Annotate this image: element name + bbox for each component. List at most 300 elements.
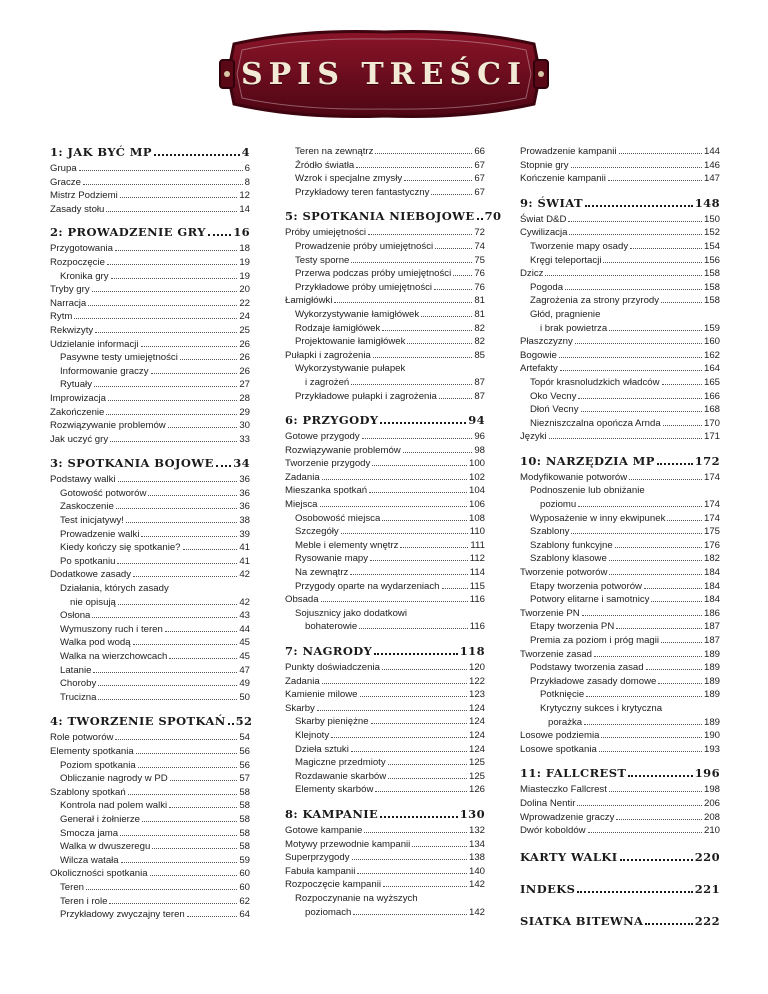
toc-entry[interactable] [50,541,250,555]
dot-leader [118,481,238,482]
dot-leader [620,859,693,861]
dot-leader [154,154,240,156]
toc-entry[interactable] [520,335,720,349]
entry-page-number: 159 [703,322,720,334]
toc-column-2 [285,145,502,919]
toc-entry[interactable] [285,661,485,675]
toc-entry[interactable] [520,254,720,268]
dot-leader [575,343,702,344]
entry-label: Szablony funkcyjne [530,539,613,551]
entry-label: Kontrola nad polem walki [60,800,168,812]
toc-entry[interactable] [520,430,720,444]
toc-entry[interactable] [520,145,720,159]
toc-entry[interactable] [520,322,720,336]
chapter-heading[interactable] [285,807,485,821]
toc-entry[interactable] [50,623,250,637]
toc-entry[interactable] [50,555,250,569]
toc-entry[interactable] [285,702,485,716]
toc-entry[interactable] [50,528,250,542]
dot-leader [368,234,472,235]
toc-entry[interactable] [520,716,720,730]
chapter-heading[interactable] [520,196,720,210]
toc-entry[interactable] [285,444,485,458]
toc-section [285,807,485,919]
dot-leader [120,197,238,198]
toc-entry[interactable] [50,270,250,284]
toc-section [50,456,250,704]
toc-entry[interactable] [285,308,485,322]
entry-label: Płaszczyzny [520,336,573,348]
toc-entry[interactable] [50,799,250,813]
entry-label: Szablony [530,526,570,538]
toc-entry[interactable] [285,756,485,770]
dot-leader [630,248,702,249]
entry-page-number: 59 [239,854,250,866]
chapter-heading[interactable] [285,413,485,427]
entry-page-number: 124 [468,716,485,728]
toc-entry[interactable] [50,650,250,664]
toc-entry[interactable] [520,729,720,743]
toc-entry[interactable] [50,365,250,379]
entry-page-number: 82 [474,336,485,348]
toc-entry[interactable] [50,691,250,705]
toc-entry[interactable] [50,487,250,501]
chapter-heading[interactable] [50,225,250,239]
toc-entry[interactable] [50,731,250,745]
toc-entry[interactable] [50,378,250,392]
toc-entry[interactable] [520,498,720,512]
dot-leader [609,560,702,561]
entry-label: Dłoń Vecny [530,404,579,416]
entry-page-number: 6 [244,163,250,174]
toc-entry[interactable] [50,203,250,217]
toc-entry[interactable] [520,172,720,186]
toc-entry[interactable] [520,811,720,825]
entry-page-number: 164 [703,363,720,375]
toc-entry[interactable] [285,512,485,526]
toc-entry[interactable] [285,281,485,295]
toc-entry[interactable] [285,335,485,349]
dot-leader [115,250,237,251]
dot-leader [439,398,472,399]
toc-entry[interactable] [50,310,250,324]
dot-leader [83,184,243,185]
dot-leader [609,791,702,792]
toc-entry[interactable] [285,743,485,757]
toc-entry[interactable] [520,675,720,689]
chapter-heading[interactable] [50,145,250,159]
toc-entry[interactable] [285,430,485,444]
chapter-title: KARTY WALKI [520,849,618,864]
dot-leader [549,438,702,439]
toc-entry[interactable] [520,525,720,539]
dot-leader [331,737,467,738]
toc-entry[interactable] [520,484,720,498]
entry-label: Udzielanie informacji [50,338,139,350]
entry-page-number: 42 [239,596,250,608]
entry-page-number: 47 [239,664,250,676]
toc-entry[interactable] [285,607,485,621]
toc-entry[interactable] [520,634,720,648]
toc-section [520,914,720,928]
toc-section [520,850,720,864]
toc-entry[interactable] [50,500,250,514]
dot-leader [616,819,702,820]
dot-leader [371,723,467,724]
dot-leader [663,425,702,426]
toc-section [520,766,720,837]
dot-leader [115,739,237,740]
toc-entry[interactable] [520,471,720,485]
toc-entry[interactable] [285,715,485,729]
toc-entry[interactable] [520,403,720,417]
chapter-title: 10: NARZĘDZIA MP [520,453,655,468]
toc-entry[interactable] [520,688,720,702]
toc-entry[interactable] [285,186,485,200]
dot-leader [320,506,467,507]
toc-entry[interactable] [520,702,720,716]
chapter-heading[interactable] [520,914,720,928]
toc-entry[interactable] [285,552,485,566]
toc-entry[interactable] [50,582,250,596]
dot-leader [151,373,238,374]
entry-label: Losowe podziemia [520,730,600,742]
entry-page-number: 112 [469,553,485,565]
toc-entry[interactable] [50,256,250,270]
dot-leader [545,275,702,276]
dot-leader [578,506,702,507]
entry-label: Rytm [50,311,73,323]
entry-page-number: 125 [468,770,485,782]
entry-page-number: 67 [474,173,485,185]
toc-entry[interactable] [285,254,485,268]
entry-label: Mieszanka spotkań [285,485,368,497]
toc-entry[interactable] [285,267,485,281]
toc-entry[interactable] [50,189,250,203]
toc-entry[interactable] [520,620,720,634]
entry-label: Działania, których zasady [60,583,169,595]
toc-entry[interactable] [285,240,485,254]
dot-leader [644,588,702,589]
entry-label: Obliczanie nagrody w PD [60,773,168,785]
chapter-heading[interactable] [50,714,253,729]
toc-entry[interactable] [285,620,485,634]
toc-entry[interactable] [285,892,485,906]
dot-leader [588,832,702,833]
toc-entry[interactable] [285,172,485,186]
toc-entry[interactable] [285,770,485,784]
toc-entry[interactable] [50,745,250,759]
entry-label: Miasteczko Fallcrest [520,784,607,796]
toc-entry[interactable] [285,824,485,838]
toc-entry[interactable] [520,226,720,240]
chapter-page-number: 222 [694,913,720,928]
toc-entry[interactable] [520,783,720,797]
dot-leader [138,767,238,768]
entry-label: Głód, pragnienie [530,308,601,320]
entry-label: Krytyczny sukces i krytyczna [540,702,663,714]
toc-entry[interactable] [50,664,250,678]
entry-label: Pasywne testy umiejętności [60,352,178,364]
chapter-heading[interactable] [50,456,250,470]
toc-entry[interactable] [520,743,720,757]
toc-entry[interactable] [50,176,250,190]
dot-leader [403,452,473,453]
toc-entry[interactable] [520,267,720,281]
toc-entry[interactable] [50,609,250,623]
entry-page-number: 170 [703,417,720,429]
toc-entry[interactable] [520,580,720,594]
toc-entry[interactable] [520,349,720,363]
toc-entry[interactable] [285,159,485,173]
toc-entry[interactable] [50,297,250,311]
toc-section [50,225,250,446]
entry-label: Topór krasnoludzkich władców [530,376,660,388]
toc-entry[interactable] [50,351,250,365]
toc-entry[interactable] [285,539,485,553]
entry-page-number: 166 [703,390,720,402]
dot-leader [629,479,702,480]
toc-entry[interactable] [520,390,720,404]
toc-entry[interactable] [285,688,485,702]
dot-leader [86,889,237,890]
dot-leader [110,441,237,442]
toc-entry[interactable] [285,851,485,865]
entry-label: Role potworów [50,732,114,744]
toc-entry[interactable] [285,878,485,892]
toc-entry[interactable] [50,473,250,487]
entry-page-number: 36 [239,501,250,513]
toc-entry[interactable] [50,324,250,338]
toc-entry[interactable] [50,813,250,827]
toc-entry[interactable] [520,213,720,227]
entry-page-number: 44 [239,623,250,635]
toc-entry[interactable] [50,338,250,352]
entry-label: Gracze [50,176,81,188]
entry-label: Kamienie milowe [285,689,358,701]
entry-page-number: 56 [239,745,250,757]
toc-entry[interactable] [520,159,720,173]
toc-entry[interactable] [50,406,250,420]
entry-label: Przerwa podczas próby umiejętności [295,268,452,280]
dot-leader [442,588,468,589]
chapter-heading[interactable] [285,209,502,224]
entry-label: Wymuszony ruch i teren [60,623,163,635]
entry-label: Zasady stołu [50,203,105,215]
dot-leader [412,846,467,847]
toc-entry[interactable] [50,867,250,881]
entry-label: Gotowe kampanie [285,824,363,836]
entry-page-number: 187 [703,635,720,646]
toc-entry[interactable] [285,906,485,920]
toc-entry[interactable] [520,797,720,811]
toc-entry[interactable] [520,824,720,838]
entry-label: Obsada [285,594,319,606]
toc-entry[interactable] [50,827,250,841]
dot-leader [322,683,467,684]
entry-label: Przykładowe próby umiejętności [295,281,433,293]
toc-entry[interactable] [50,392,250,406]
toc-entry[interactable] [285,349,485,363]
dot-leader [79,170,243,171]
toc-entry[interactable] [50,759,250,773]
toc-entry[interactable] [285,362,485,376]
entry-page-number: 114 [469,567,485,579]
chapter-title: 4: TWORZENIE SPOTKAŃ [50,714,226,729]
toc-entry[interactable] [520,661,720,675]
toc-entry[interactable] [50,895,250,909]
toc-entry[interactable] [285,390,485,404]
toc-entry[interactable] [285,484,485,498]
entry-label: Zadania [285,471,320,483]
toc-entry[interactable] [285,471,485,485]
entry-label: Oko Vecny [530,390,577,402]
toc-section [520,454,720,756]
toc-entry[interactable] [520,308,720,322]
chapter-page-number: 172 [694,453,720,468]
entry-page-number: 102 [468,471,485,483]
toc-entry[interactable] [50,677,250,691]
entry-page-number: 27 [239,379,250,391]
toc-entry[interactable] [520,593,720,607]
entry-label: Walka pod wodą [60,637,131,649]
chapter-page-number: 221 [694,881,720,896]
toc-entry[interactable] [50,908,250,922]
toc-entry[interactable] [285,593,485,607]
toc-entry[interactable] [285,457,485,471]
entry-page-number: 108 [468,512,485,524]
toc-entry[interactable] [520,240,720,254]
toc-entry[interactable] [50,786,250,800]
toc-entry[interactable] [285,294,485,308]
toc-entry[interactable] [50,881,250,895]
entry-label: Testy sporne [295,254,350,266]
toc-entry[interactable] [285,498,485,512]
toc-entry[interactable] [50,433,250,447]
toc-entry[interactable] [520,539,720,553]
chapter-heading[interactable] [520,454,720,468]
entry-page-number: 184 [703,580,720,592]
entry-page-number: 174 [703,512,720,524]
entry-label: Rozpoczynanie na wyższych [295,892,418,904]
entry-page-number: 36 [239,474,250,486]
dot-leader [74,318,237,319]
toc-entry[interactable] [520,294,720,308]
entry-label: poziomu [540,499,577,511]
toc-entry[interactable] [50,772,250,786]
toc-entry[interactable] [50,419,250,433]
entry-label: Gotowość potworów [60,487,147,499]
toc-entry[interactable] [50,162,250,176]
entry-page-number: 150 [703,213,720,225]
entry-page-number: 171 [703,431,720,443]
entry-page-number: 210 [703,825,720,837]
entry-label: Okoliczności spotkania [50,868,148,880]
toc-entry[interactable] [50,283,250,297]
entry-page-number: 58 [239,800,250,812]
toc-entry[interactable] [520,417,720,431]
entry-page-number: 20 [239,284,250,296]
toc-entry[interactable] [285,675,485,689]
dot-leader [667,520,702,521]
dot-leader [187,916,238,917]
entry-label: Zadania [285,675,320,687]
entry-label: Smocza jama [60,827,119,839]
entry-label: Niezniszczalna opończa Arnda [530,417,661,429]
chapter-heading[interactable] [520,850,720,864]
toc-entry[interactable] [285,783,485,797]
toc-entry[interactable] [285,838,485,852]
toc-entry[interactable] [50,840,250,854]
toc-entry[interactable] [520,607,720,621]
entry-page-number: 174 [703,471,720,483]
toc-entry[interactable] [520,552,720,566]
toc-entry[interactable] [520,281,720,295]
dot-leader [571,533,702,534]
entry-label: Kręgi teleportacji [530,254,602,266]
toc-entry[interactable] [285,729,485,743]
entry-label: Zakończenie [50,406,105,418]
entry-label: Punkty doświadczenia [285,662,380,673]
entry-label: Łamigłówki [285,295,333,307]
chapter-heading[interactable] [285,644,485,658]
toc-entry[interactable] [285,865,485,879]
entry-label: Szablony spotkań [50,786,126,798]
entry-page-number: 168 [703,404,720,416]
dot-leader [577,891,692,893]
toc-entry[interactable] [285,525,485,539]
toc-entry[interactable] [50,596,250,610]
entry-page-number: 18 [239,243,250,255]
dot-leader [375,791,467,792]
toc-entry[interactable] [285,322,485,336]
dot-leader [216,465,231,467]
entry-page-number: 174 [703,499,720,511]
dot-leader [628,775,692,777]
toc-entry[interactable] [285,580,485,594]
toc-entry[interactable] [285,376,485,390]
entry-page-number: 19 [239,270,250,282]
entry-label: Przykładowe zasady domowe [530,675,657,687]
chapter-heading[interactable] [520,882,720,896]
dot-leader [92,291,238,292]
dot-leader [616,628,702,629]
toc-entry[interactable] [520,512,720,526]
toc-entry[interactable] [50,242,250,256]
toc-entry[interactable] [520,648,720,662]
entry-label: Narracja [50,297,87,309]
toc-entry[interactable] [285,566,485,580]
toc-entry[interactable] [50,568,250,582]
entry-label: Wykorzystywanie pułapek [295,363,406,375]
dot-leader [388,764,467,765]
entry-label: Kronika gry [60,270,109,282]
toc-entry[interactable] [520,362,720,376]
entry-page-number: 22 [239,297,250,309]
chapter-heading[interactable] [520,766,720,780]
dot-leader [117,563,237,564]
dot-leader [380,816,458,818]
entry-page-number: 106 [468,499,485,511]
toc-entry[interactable] [285,226,485,240]
toc-section [285,644,485,797]
toc-entry[interactable] [50,636,250,650]
toc-entry[interactable] [50,854,250,868]
toc-entry[interactable] [520,566,720,580]
toc-entry[interactable] [285,145,485,159]
toc-entry[interactable] [520,376,720,390]
toc-entry[interactable] [50,514,250,528]
